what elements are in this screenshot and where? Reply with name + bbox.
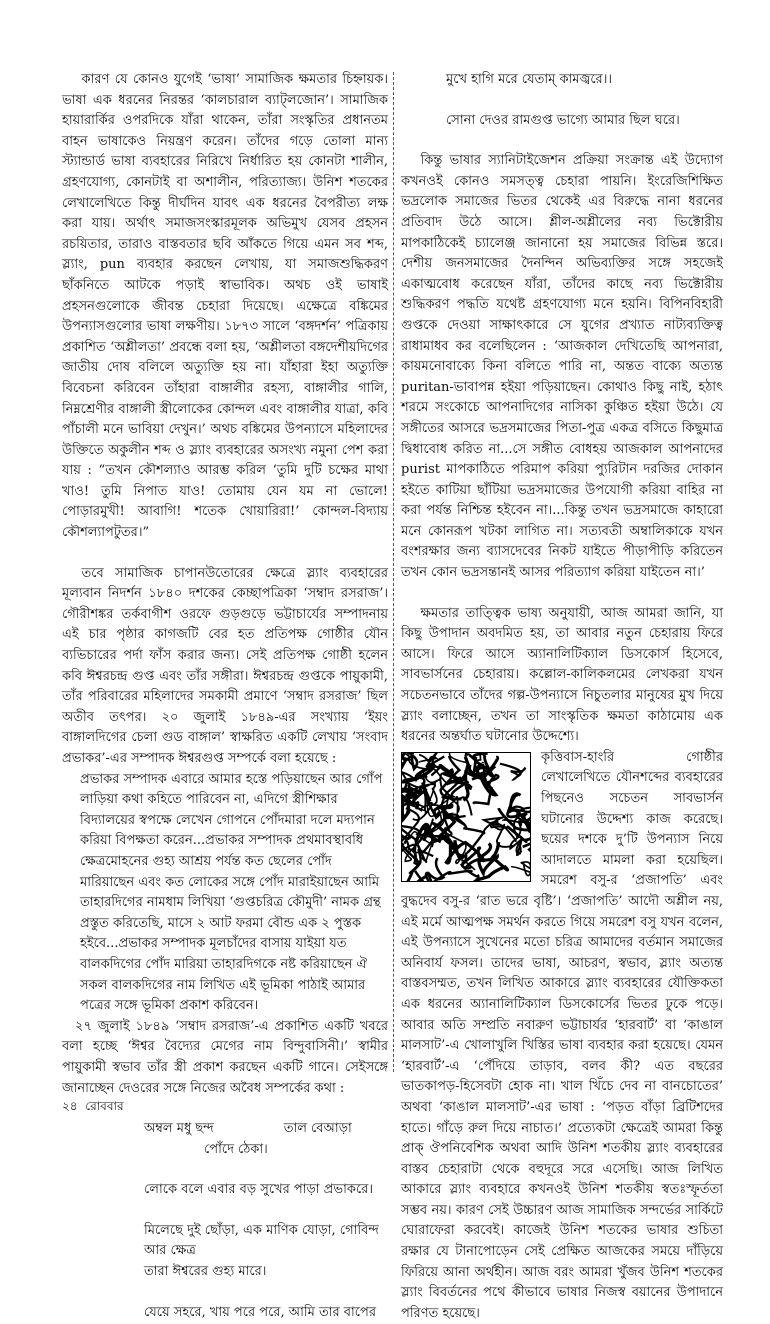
poem-line: তাল বেআড়া [283,1121,352,1137]
doodle-stroke [428,871,479,882]
poem-line: তারা ঈশ্বরের গুহ্য মারে। [144,1264,267,1280]
paragraph: ক্ষমতার তাত্ত্বিক ভাষ্য অনুযায়ী, আজ আমরা জানি, যা কিছু উপাদান অবদমিত হয়, তা আবার নতুন চেহারায় ফিরে আসে। ফিরে আসে অ্যানালিটিক্যাল ডিসকোর্স হিসেবে, সাবভার্সনের চেহারায়। কল্লোল-কালিকলমের লেখকরা যখন সচেতনভাবে তাঁদের গল্প-উপন্যাসে নিচুতলার মানুষের মুখ দিয়ে স্ল্যাং বলাচ্ছেন, তখন তা সাংস্কৃতিক ক্ষমতা কাঠামোয় এক ধরনের অন্তর্ঘাত ঘটানোর উদ্দেশ্যে। [401,605,723,745]
poem-line: পোঁদে ঠেকা। [204,1141,268,1157]
page-footer [62,1098,124,1118]
page-number: ২৪ [62,1099,78,1113]
poem-line: অম্বল মধু ছন্দ [144,1121,214,1137]
doodle-stroke [511,862,531,876]
poem-line: মুখে হাগি মরে যেতাম্ কামজ্বরে।। [446,72,612,87]
column-divider [393,72,394,1072]
paragraph: কারণ যে কোনও যুগেই ‘ভাষা’ সামাজিক ক্ষমতার চিহ্নায়ক। ভাষা এক ধরনের নিরন্তর ‘কালচারাল ব্যাট্‌লজোন’। সামাজিক হায়ারার্কির ওপরদিকে যাঁরা থাকেন, তাঁরা সংস্কৃতির প্রধানতম বাহন ভাষাকেও নিয়ন্ত্রণ করেন। তাঁদের গড়ে তোলা মান্য স্ট্যান্ডার্ড ভাষা ব্যবহারের নিরিখে নির্ধারিত হয় কোনটা শালীন, গ্রহণযোগ্য, কোনটাই বা অশালীন, পরিত্যাজ্য। উনিশ শতকের লেখালেখিতে কিন্তু দীর্ঘদিন যাবৎ এক ধরনের বৈপরীত্য লক্ষ করা যায়। অর্থাৎ সমাজসংস্কারমূলক অভিমুখ যেসব প্রহসন রচয়িতার, তারাও বাস্তবতার ছবি আঁকতে গিয়ে এমন সব শব্দ, স্ল্যাং, pun ব্যবহার করছেন লেখায়, যা সমাজশুদ্ধিকরণ ছাঁকনিতে আটকে পড়াই স্বাভাবিক। অথচ ওই ভাষাই প্রহসনগুলোকে জীবন্ত চেহারা দিয়েছে। এক্ষেত্রে বঙ্কিমের উপন্যাসগুলোর ভাষা লক্ষণীয়। ১৮৭৩ সালে ‘বঙ্গদর্শন’ পত্রিকায় প্রকাশিত ‘অশ্লীলতা’ প্রবন্ধে বলা হয়, ‘অশ্লীলতা বঙ্গদেশীয়দিগের জাতীয় দোষ বলিলে অত্যুক্তি হয় না। যাঁহারা ইহা অত্যুক্তি বিবেচনা করিবেন তাঁহারা বাঙ্গালীর রহস্য, বাঙ্গালীর গালি, নিম্নশ্রেণীর বাঙ্গালী স্ত্রীলোকের কোন্দল এবং বাঙ্গালীর যাত্রা, কবি পাঁচালী মনে ভাবিয়া দেখুন।’ অথচ বঙ্কিমের উপন্যাসে মহিলাদের উক্তিতে অকুলীন শব্দ ও স্ল্যাং ব্যবহারের অসংখ্য নমুনা পেশ করা যায় : “তখন কৌশল্যাও আরম্ভ করিল ‘তুমি দুটি চক্ষের মাথা খাও! তুমি নিপাত যাও! তোমায় যেন যম না ভোলে! পোড়ারমুখী! আবাগি! শতেক খোয়ারিরা!’ কোন্দল-বিদ্যায় কৌশল্যাপটুতর।” [62,72,388,541]
doodle-stroke [500,764,525,780]
poem-line: সোনা দেওর রামগুপ্ত ভাগ্যে আমার ছিল ঘরে। [446,112,680,128]
doodle-artwork-image [401,752,531,882]
paragraph: তবে সামাজিক চাপানউতোরের ক্ষেত্রে স্ল্যাং ব্যবহারের মূল্যবান নিদর্শন ১৮৪০ দশকের কেচ্ছাপত্রিকা ‘সম্বাদ রসরাজ’। গৌরীশঙ্কর তর্কবাগীশ ওরফে গুড়গুড়ে ভট্টাচার্যের সম্পাদনায় এই চার পৃষ্ঠার কাগজটি বের হত প্রতিপক্ষ গোষ্ঠীর যৌন ব্যভিচারের পর্দা ফাঁস করার জন্য। সেই প্রতিপক্ষ গোষ্ঠী হলেন কবি ঈশ্বরচন্দ্র গুপ্ত এবং তাঁর সঙ্গীরা। ঈশ্বরচন্দ্র গুপ্তকে পায়ুকামী, তাঁর পরিবারের মহিলাদের সমকামী প্রমাণে ‘সম্বাদ রসরাজ’ ছিল অতীব তৎপর। ২০ জুলাই ১৮৪৯-এর সংখ্যায় ‘ইয়ং বাঙ্গালদিগের চেলা গুড বাঙ্গাল’ স্বাক্ষরিত একটি লেখায় ‘সংবাদ প্রভাকর’-এর সম্পাদক ঈশ্বরগুপ্ত সম্পর্কে বলা হয়েছে : [62,565,388,766]
left-column [62,70,388,1323]
poem-line: মিলেছে দুই ছোঁড়া, এক মাণিক যোড়া, গোবিন্দ আর ক্ষেত্র [144,1222,379,1259]
poem-line: লোকে বলে এবার বড় সুখের পাড়া প্রভাকরে। [144,1182,373,1198]
magazine-name: রোববার [85,1099,124,1113]
paragraph: ২৭ জুলাই ১৮৪৯ ‘সম্বাদ রসরাজ’-এ প্রকাশিত একটি খবরে বলা হচ্ছে ‘ঈশ্বর বৈদ্যের মেগের নাম বিন্দুবাসিনী।’ স্বামীর পায়ুকামী স্বভাব তাঁর স্ত্রী প্রকাশ করছেন একটি গানে। সেইসঙ্গে জানাচ্ছেন দেওরের সঙ্গে নিজের অবৈধ সম্পর্কের কথা : [62,1018,388,1096]
paragraph: কিন্তু ভাষার স্যানিটাইজেশন প্রক্রিয়া সংক্রান্ত এই উদ্যোগ কখনওই কোনও সমসত্ত্ব চেহারা পায়নি। ইংরেজিশিক্ষিত ভদ্রলোক সমাজের ভিতর থেকেই এর বিরুদ্ধে নানা ধরনের প্রতিবাদ উঠে আসে। শ্লীল-অশ্লীলের নব্য ভিক্টোরীয় মাপকাঠিকেই চ্যালেঞ্জ জানানো হয় সমাজের বিভিন্ন স্তরে। দেশীয় জনসমাজের দৈনন্দিন অভিব্যক্তির সঙ্গে সহজেই একাত্মবোধ করেছেন যাঁরা, তাঁদের কাছে নব্য ভিক্টোরীয় শুদ্ধিকরণ পদ্ধতি যথেষ্ট গ্রহণযোগ্য মনে হয়নি। বিপিনবিহারী গুপ্তকে দেওয়া সাক্ষাৎকারে সে যুগের প্রখ্যাত নাট্যব্যক্তিত্ব রাধামাধব কর বলেছিলেন : ‘আজকাল দেখিতেছি আপনারা, কায়মনোবাক্যে কিনা বলিতে পারি না, অন্তত বাক্যে অত্যন্ত puritan-ভাবাপন্ন হইয়া পড়িয়াছেন। কোথাও কিছু নাই, হঠাৎ শরমে সংকোচে আপনাদিগের নাসিকা কুঞ্চিত হইয়া উঠে। যে সঙ্গীতের আসরে ভদ্রসমাজের পিতা-পুত্র একত্র বসিতে কিছুমাত্র দ্বিধাবোধ করিত না...সে সঙ্গীত বোধহয় আজকাল আপনাদের purist মাপকাঠিতে পরিমাপ করিয়া প্যুরিটান দরজির দোকান হইতে কাটিয়া ছাঁটিয়া ভদ্রসমাজের উপযোগী করিয়া বাহির না করা পর্যন্ত নিশ্চিন্ত হইবেন না।...কিন্তু তখন ভদ্রসমাজে কাহারো মনে কোনরূপ খটকা লাগিত না। সত্যবতী অম্বালিকাকে যখন বংশরক্ষার জন্য ব্যাসদেবের নিকট যাইতে পীড়াপীড়ি করিতেন তখন কোন ভদ্রসন্তানই আসর পরিত্যাগ করিয়া যাইতেন না।’ [401,153,723,581]
poem-line: যেয়ে সহরে, খায় পরে পরে, আমি তার বাপের [144,1304,376,1320]
block-quote: প্রভাকর সম্পাদক এবারে আমার হস্তে পড়িয়াছেন আর গোঁপ লাড়িয়া কথা কহিতে পারিবেন না, এদিগে স্ত্রীশিক্ষার বিদ্যালয়ের স্বপক্ষে লেখেন গোপনে পোঁদমারা দলে মদ্যপান করিয়া বিপক্ষতা করেন...প্রভাকর সম্পাদক প্রথমাবস্থাবধি ক্ষেত্রমোহনের গুহ্য আশ্রয় পর্যন্ত কত ছেলের পোঁদ মারিয়াছেন এবং কত লোকের সঙ্গে পোঁদ মারাইয়াছেন আমি তাহারদিগের নামধাম লিখিয়া ‘গুপ্তচরিত্র কৌমুদী’ নামক গ্রন্থ প্রস্তুত করিতেছি, মাসে ২ আট ফরমা বৌন্ড এক ২ পুস্তক হইবে...প্রভাকর সম্পাদক মূলচাঁদের বাসায় যাইয়া যত বালকদিগের পোঁদ মারিয়া তাহারদিগকে নষ্ট করিয়াছেন ঐ সকল বালকদিগের নাম লিখিত এই ভূমিকা পাঠাই আমার পত্রের সঙ্গে ভূমিকা প্রকাশ করিবেন। [80,771,383,1014]
poem-stanza [62,1119,388,1160]
paragraph: কৃত্তিবাস-হাংরি গোষ্ঠীর লেখালেখিতে যৌনশব্দের ব্যবহারের পিছনেও সচেতন সাবভার্সন ঘটানোর উদ্দেশ্য কাজ করেছে। ছয়ের দশকে দু’টি উপন্যাস নিয়ে আদালতে মামলা করা হয়েছিল। সমরেশ বসু-র ‘প্রজাপতি’ এবং বুদ্ধদেব বসু-র ‘রাত ভরে বৃষ্টি’। ‘প্রজাপতি’ আদৌ অশ্লীল নয়, এই মর্মে আত্মপক্ষ সমর্থন করতে গিয়ে সমরেশ বসু যখন বলেন, এই উপন্যাসে সুখেনের মতো চরিত্র আমাদের বর্তমান সমাজের অনিবার্য ফসল। তাদের ভাষা, আচরণ, স্বভাব, স্ল্যাং অত্যন্ত বাস্তবসম্মত, তখন লিখিত আকারে স্ল্যাং ব্যবহারের যৌক্তিকতা এক ধরনের অ্যানালিটিক্যাল ডিসকোর্সের ভিতর ঢুকে পড়ে। আবার অতি সম্প্রতি নবারুণ ভট্টাচার্যর ‘হারবার্ট’ বা ‘কাঙাল মালসাট’-এ খোলাখুলি খিস্তির ভাষা ব্যবহার করা হয়েছে। যেমন ‘হারবার্ট’-এ ‘পেঁদিয়ে তাড়াব, বলব কী? এত বছরের ভাতকাপড়-হিসেবটা হোক না। খাল খিঁচে দেব না বানচোতের’ অথবা ‘কাঙাল মালসাট’-এর ভাষা : ‘পড়ত বাঁড়া ব্রিটিশদের হাতে। গাঁড়ে রুল দিয়ে নাচাত।’ প্রত্যেকটা ক্ষেত্রেই আমরা কিন্তু প্রাক্ ঔপনিবেশিক অথবা আদি উনিশ শতকীয় স্ল্যাং ব্যবহারের বাস্তব চেহারাটা থেকে বহুদূরে সরে এসেছি। আজ লিখিত আকারে স্ল্যাং ব্যবহারে কখনওই উনিশ শতকীয় স্বতঃস্ফূর্ততা সম্ভব নয়। কারণ সেই উচ্চারণ আজ সামাজিক সন্দর্ভের সার্কিটে ঘোরাফেরা করবেই। কাজেই উনিশ শতকের ভাষার শুচিতা রক্ষার যে টানাপোড়েন সেই প্রেক্ষিত আজকের সময়ে দাঁড়িয়ে ফিরিয়ে আনা অর্থহীন। আজ বরং আমরা খুঁজব উনিশ শতকের স্ল্যাং বিবর্তনের পথে কীভাবে ভাষার নিজস্ব বয়ানের উপাদানে পরিণত হয়েছে। [401,749,723,1321]
doodle-stroke [401,862,426,882]
